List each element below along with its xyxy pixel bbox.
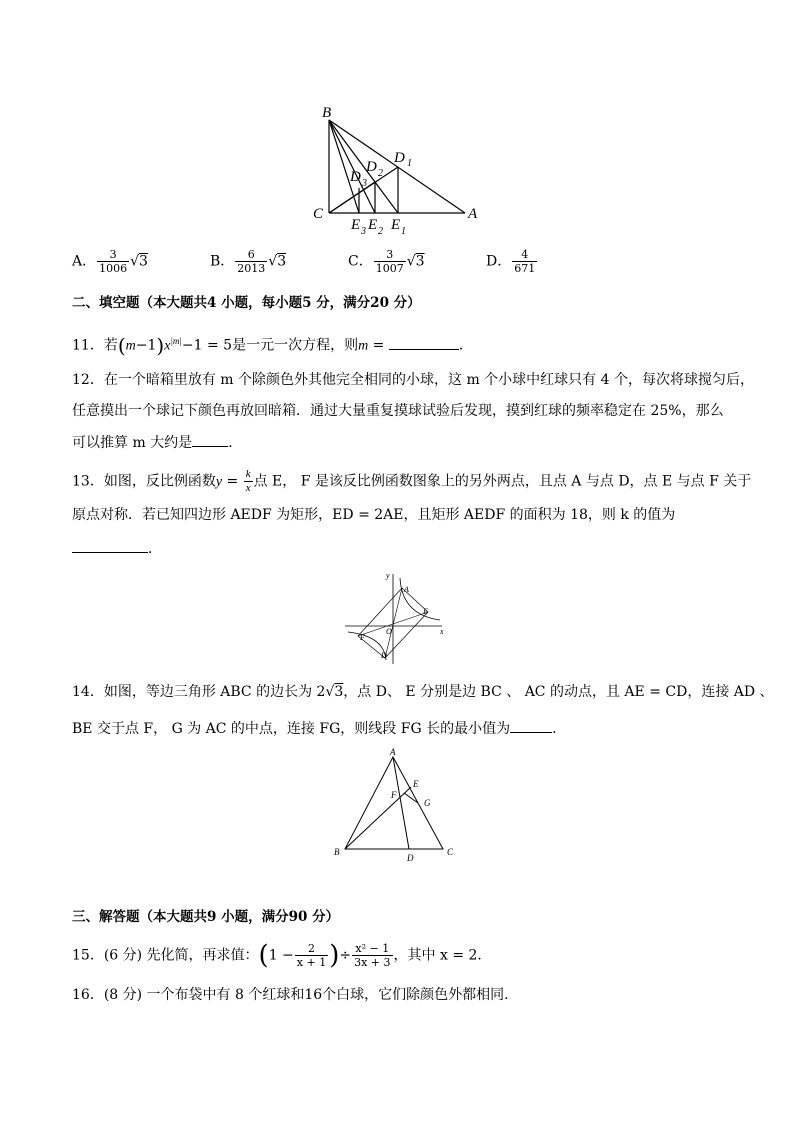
question-14-line1: 14．如图，等边三角形 ABC 的边长为 2√3，点 D、 E 分别是边 BC 、 AC 的动点，且 AE = CD，连接 AD 、 <box>72 684 774 700</box>
diagonal-AD <box>385 588 402 658</box>
q14-answer-blank[interactable] <box>510 718 552 733</box>
option-b-sqrt: √3 <box>268 253 287 270</box>
figure-q14 <box>325 745 465 863</box>
q11-answer-blank[interactable] <box>389 335 459 350</box>
option-b <box>210 248 286 275</box>
edge-B-E3 <box>329 120 359 213</box>
q13-answer-blank[interactable] <box>72 538 148 553</box>
label-D3-sub: 3 <box>362 178 367 189</box>
edge-B-E1 <box>329 120 398 213</box>
section-3-title: 三、解答题（本大题共9 小题，满分90 分） <box>72 909 340 925</box>
question-16: 16．(8 分) 一个布袋中有 8 个红球和16个白球，它们除颜色外都相同． <box>72 987 519 1003</box>
question-13-line2: 原点对称．若已知四边形 AEDF 为矩形，ED = 2AE，且矩形 AEDF 的面积为 18，则 k 的值为 <box>72 507 676 523</box>
option-a-fraction: $\frac{3}{1006}$ <box>99 248 128 275</box>
label-F: F <box>391 790 397 800</box>
label-D: D <box>381 651 387 660</box>
label-C: C <box>447 847 454 857</box>
label-E3-sub: 3 <box>361 226 366 237</box>
question-15: 15．(6 分) 先化简，再求值：(1 − $\frac{2}{x + 1}$ )÷ $\frac{\text{x² − 1}}{3x + 3}$ ，其中 x = 2． <box>72 940 492 971</box>
question-12-line2: 任意摸出一个球记下颜色再放回暗箱．通过大量重复摸球试验后发现，摸到红球的频率稳定在 25%，那么 <box>72 403 724 419</box>
section-2-title: 二、填空题（本大题共4 小题，每小题5 分，满分20 分） <box>72 295 421 311</box>
k-over-x: $\frac{k}{x}$ <box>245 468 251 494</box>
label-D2-sub: 2 <box>378 168 383 179</box>
label-y: y <box>386 571 390 580</box>
question-14-line2: BE 交于点 F， G 为 AC 的中点，连接 FG，则线段 FG 长的最小值为 ． <box>72 718 566 739</box>
label-A: A <box>468 206 478 222</box>
figure-q13 <box>340 568 450 668</box>
label-B: B <box>334 847 340 857</box>
label-E2: E <box>368 217 378 233</box>
label-C: C <box>313 206 324 222</box>
label-B: B <box>322 105 332 121</box>
label-E: E <box>423 607 428 616</box>
label-D1-sub: 1 <box>407 158 412 169</box>
q12-answer-blank[interactable] <box>192 432 228 447</box>
question-13-line3: ． <box>72 538 162 559</box>
label-E: E <box>413 779 419 789</box>
option-c-sqrt: √3 <box>406 253 425 270</box>
label-D2: D <box>366 159 377 175</box>
label-D3: D <box>350 169 361 185</box>
option-c-fraction: $\frac{3}{1007}$ <box>375 248 404 275</box>
label-E1-sub: 1 <box>401 226 406 237</box>
segment-FG <box>404 793 418 803</box>
sqrt-3: √3 <box>325 684 344 700</box>
label-A: A <box>390 747 396 757</box>
option-a-sqrt: √3 <box>130 253 148 270</box>
option-a <box>72 248 148 275</box>
question-11: 11．若$(m-1)x^{|m|}-1 = 5$是一元一次方程，则m = ． <box>72 333 473 358</box>
label-E1: E <box>391 217 401 233</box>
option-b-letter: B． <box>210 253 235 270</box>
label-G: G <box>424 798 431 808</box>
option-d <box>486 248 538 275</box>
label-E3: E <box>351 217 361 233</box>
label-E2-sub: 2 <box>378 226 383 237</box>
figure-q10 <box>300 100 500 240</box>
label-x: x <box>440 627 444 636</box>
question-13-line1: 13．如图，反比例函数y = $\frac{k}{x}$ 点 E， F 是该反比例函数图象上的另外两点，且点 A 与点 D，点 E 与点 F 关于 <box>72 468 752 494</box>
option-b-fraction: $\frac{6}{2013}$ <box>237 248 266 275</box>
edge-C-D2 <box>329 182 375 213</box>
question-12-line3: 可以推算 m 大约是 ． <box>72 432 242 453</box>
option-d-letter: D． <box>486 253 512 270</box>
label-D1: D <box>394 150 405 166</box>
label-F: F <box>360 633 365 642</box>
segment-BE <box>345 787 411 849</box>
option-d-fraction: $\frac{4}{671}$ <box>514 248 536 275</box>
label-O: O <box>386 627 392 636</box>
option-c <box>348 248 425 275</box>
option-c-letter: C． <box>348 253 373 270</box>
option-a-letter: A． <box>72 253 97 270</box>
label-D: D <box>407 853 414 863</box>
question-12-line1: 12．在一个暗箱里放有 m 个除颜色外其他完全相同的小球，这 m 个小球中红球只有 4 个，每次将球搅匀后， <box>72 372 754 388</box>
label-A: A <box>404 585 409 594</box>
